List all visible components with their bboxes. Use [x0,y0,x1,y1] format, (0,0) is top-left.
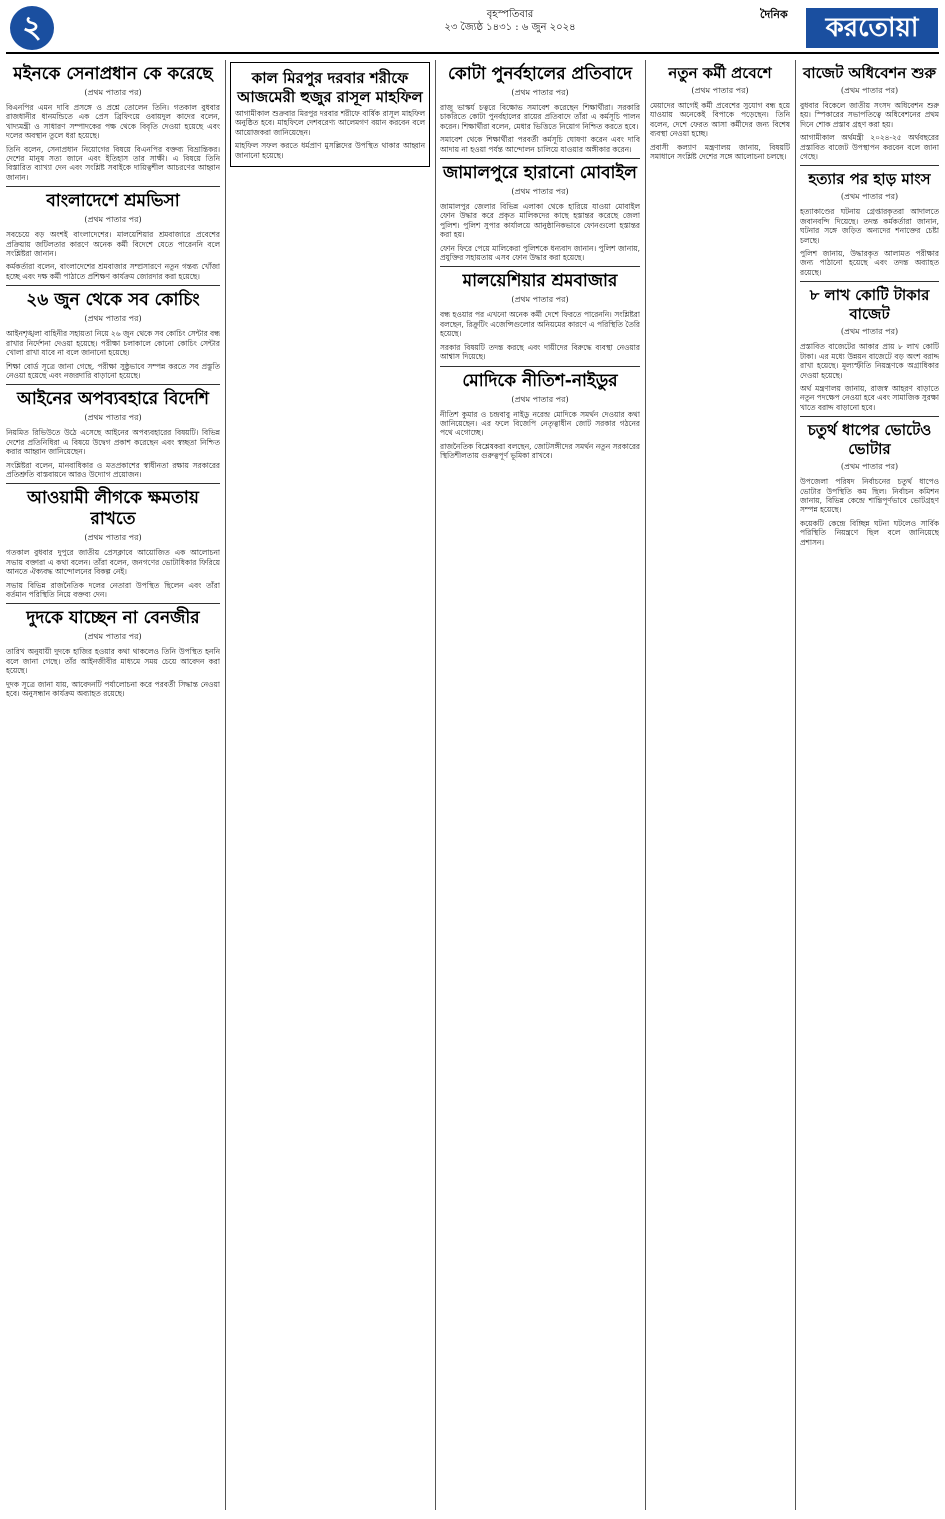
divider [6,285,220,286]
divider [800,165,939,166]
article-kormi [650,64,790,161]
continued-label: (প্রথম পাতার পর) [840,327,899,337]
masthead-prefix: দৈনিক [760,8,788,21]
article-paragraph: সমাবেশ থেকে শিক্ষার্থীরা পরবর্তী কর্মসূচি ঘোষণা করেন এবং দাবি আদায় না হওয়া পর্যন্ত আন্দোলন চালিয়ে যাওয়ার অঙ্গীকার করেন। [440,135,640,154]
headline: আওয়ামী লীগকে ক্ষমতায় রাখতে [27,488,199,530]
divider [6,483,220,484]
divider [6,186,220,187]
divider [6,603,220,604]
continued-label: (প্রথম পাতার পর) [84,215,142,225]
article-paragraph: পুলিশ জানায়, উদ্ধারকৃত আলামত পরীক্ষার জন্য পাঠানো হয়েছে এবং তদন্ত অব্যাহত রয়েছে। [800,249,939,277]
article-paragraph: কর্মকর্তারা বলেন, বাংলাদেশের শ্রমবাজার সম্প্রসারণে নতুন গন্তব্য খোঁজা হচ্ছে এবং দক্ষ কর্মী পাঠাতে প্রশিক্ষণ কার্যক্রম জোরদার করা হয়েছে। [6,262,220,281]
article-paragraph: তিনি বলেন, সেনাপ্রধান নিয়োগের বিষয়ে বিএনপির বক্তব্য বিভ্রান্তিকর। দেশের মানুষ সত্য জানে এবং ইতিহাস তার সাক্ষী। এ বিষয়ে তিনি বিস্তারিত ব্যাখ্যা দেন এবং সংশ্লিষ্ট সবাইকে দায়িত্বশীল আচরণের আহ্বান জানান। [6,144,220,182]
article-paragraph: জামালপুর জেলার বিভিন্ন এলাকা থেকে হারিয়ে যাওয়া মোবাইল ফোন উদ্ধার করে প্রকৃত মালিকদের কাছে হস্তান্তর করেছে জেলা পুলিশ। পুলিশ সুপার কার্যালয়ে আনুষ্ঠানিকভাবে ফোনগুলো হস্তান্তর করা হয়। [440,202,640,240]
article-paragraph: গতকাল বুধবার দুপুরে জাতীয় প্রেসক্লাবে আয়োজিত এক আলোচনা সভায় বক্তারা এ কথা বলেন। তাঁরা বলেন, জনগণের ভোটাধিকার ফিরিয়ে আনতে ঐক্যবদ্ধ আন্দোলনের বিকল্প নেই। [6,548,220,577]
column-1 [6,60,220,1510]
headline: ২৬ জুন থেকে সব কোচিং [26,290,200,311]
article-paragraph: আইনশৃঙ্খলা বাহিনীর সহায়তা নিয়ে ২৬ জুন থেকে সব কোচিং সেন্টার বন্ধ রাখার নির্দেশনা দেওয়া হয়েছে। পরীক্ষা চলাকালে কোনো কোচিং সেন্টার খোলা রাখা যাবে না বলে জানানো হয়েছে। [6,329,220,358]
article-paragraph: বুধবার বিকেলে জাতীয় সংসদ অধিবেশন শুরু হয়। স্পিকারের সভাপতিত্বে অধিবেশনের প্রথম দিনে শোক প্রস্তাব গ্রহণ করা হয়। [800,101,939,129]
continued-label: (প্রথম পাতার পর) [511,187,569,197]
article-jamalpur [440,163,640,262]
headline: জামালপুরে হারানো মোবাইল [443,163,637,184]
divider [440,366,640,367]
continued-label: (প্রথম পাতার পর) [840,192,899,202]
continued-label: (প্রথম পাতার পর) [511,295,569,305]
article-moin [6,64,220,182]
article-quota [440,64,640,154]
article-paragraph: দুদক সূত্রে জানা যায়, আবেদনটি পর্যালোচনা করে পরবর্তী সিদ্ধান্ত নেওয়া হবে। অনুসন্ধান কার্যক্রম অব্যাহত রয়েছে। [6,679,220,698]
column-divider [645,60,646,1510]
headline: কাল মিরপুর দরবার শরীফে আজমেরী হুজুর রাসূল মাহফিল [237,69,423,106]
divider [440,158,640,159]
article-paragraph: আগামীকাল অর্থমন্ত্রী ২০২৪-২৫ অর্থবছরের প্রস্তাবিত বাজেট উপস্থাপন করবেন বলে জানা গেছে। [800,133,939,162]
article-malaysia [440,271,640,361]
article-paragraph: সংশ্লিষ্টরা বলেন, মানবাধিকার ও মতপ্রকাশের স্বাধীনতা রক্ষায় সরকারের প্রতিশ্রুতি বাস্তবায়নে আরও উদ্যোগ প্রয়োজন। [6,460,220,479]
continued-label: (প্রথম পাতার পর) [84,314,142,324]
continued-label: (প্রথম পাতার পর) [84,533,142,543]
headline: কোটা পুনর্বহালের প্রতিবাদে [447,64,633,84]
article-mahfil [230,62,430,167]
page-number: ২ [10,6,54,50]
article-paragraph: সবচেয়ে বড় অংশই বাংলাদেশের। মালয়েশিয়ার শ্রমবাজারে প্রবেশের প্রক্রিয়ায় জটিলতার কারণে অনেক কর্মী বিদেশে যেতে পারেননি বলে সংশ্লিষ্টরা জানান। [6,230,220,259]
article-paragraph: বিএনপির এমন দাবি প্রসঙ্গে ও প্রশ্নে তোলেন তিনি। গতকাল বুধবার রাজধানীর ধানমন্ডিতে এক প্রেস ব্রিফিংয়ে ওবায়দুল কাদের বলেন, খাদ্যমন্ত্রী ও সাধারণ সম্পাদকের পক্ষ থেকে বিবৃতি দেওয়া হয়েছে এবং দলের অবস্থান তুলে ধরা হয়েছে। [6,103,220,141]
article-paragraph: রাজু ভাস্কর্য চত্বরে বিক্ষোভ সমাবেশ করেছেন শিক্ষার্থীরা। সরকারি চাকরিতে কোটা পুনর্বহালের রায়ের প্রতিবাদে তাঁরা এ কর্মসূচি পালন করেন। শিক্ষার্থীরা বলেন, মেধার ভিত্তিতে নিয়োগ নিশ্চিত করতে হবে। [440,103,640,131]
article-paragraph: শিক্ষা বোর্ড সূত্রে জানা গেছে, পরীক্ষা সুষ্ঠুভাবে সম্পন্ন করতে সব প্রস্তুতি নেওয়া হয়েছে এবং নজরদারি বাড়ানো হয়েছে। [6,361,220,380]
continued-label: (প্রথম পাতার পর) [511,88,569,97]
article-paragraph: কয়েকটি কেন্দ্রে বিচ্ছিন্ন ঘটনা ঘটলেও সার্বিক পরিস্থিতি নিয়ন্ত্রণে ছিল বলে জানিয়েছে প্রশাসন। [800,518,939,547]
continued-label: (প্রথম পাতার পর) [84,632,142,642]
article-paragraph: উপজেলা পরিষদ নির্বাচনের চতুর্থ ধাপেও ভোটার উপস্থিতি কম ছিল। নির্বাচন কমিশন জানায়, বিভিন্ন কেন্দ্রে শান্তিপূর্ণভাবে ভোটগ্রহণ সম্পন্ন হয়েছে। [800,477,939,515]
article-paragraph: প্রস্তাবিত বাজেটের আকার প্রায় ৮ লাখ কোটি টাকা। এর মধ্যে উন্নয়ন বাজেটে বড় অংশ বরাদ্দ রাখা হয়েছে। মূল্যস্ফীতি নিয়ন্ত্রণকে অগ্রাধিকার দেওয়া হয়েছে। [800,342,939,380]
article-awami [6,488,220,599]
headline: ৮ লাখ কোটি টাকার বাজেট [809,286,930,324]
continued-label: (প্রথম পাতার পর) [840,462,899,472]
headline: মইনকে সেনাপ্রধান কে করেছে [13,64,213,84]
header-rule [6,52,939,54]
article-budget-session [800,64,939,161]
divider [800,281,939,282]
column-2 [230,60,430,1510]
continued-label: (প্রথম পাতার পর) [691,86,749,95]
article-paragraph: প্রবাসী কল্যাণ মন্ত্রণালয় জানায়, বিষয়টি সমাধানে সংশ্লিষ্ট দেশের সঙ্গে আলোচনা চলছে। [650,142,790,162]
divider [800,416,939,417]
article-paragraph: বন্ধ হওয়ার পর এখনো অনেক কর্মী দেশে ফিরতে পারেননি। সংশ্লিষ্টরা বলছেন, রিক্রুটিং এজেন্সিগুলোর অনিয়মের কারণে এ পরিস্থিতি তৈরি হয়েছে। [440,310,640,339]
article-paragraph: মাহফিল সফল করতে ধর্মপ্রাণ মুসল্লিদের উপস্থিত থাকার আহ্বান জানানো হয়েছে। [235,141,425,160]
continued-label: (প্রথম পাতার পর) [84,88,142,97]
article-hotya [800,170,939,277]
headline: চতুর্থ ধাপের ভোটেও ভোটার [807,421,932,459]
article-paragraph: অর্থ মন্ত্রণালয় জানায়, রাজস্ব আহরণ বাড়াতে নতুন পদক্ষেপ নেওয়া হবে এবং সামাজিক সুরক্ষা খাতে বরাদ্দ বাড়ানো হবে। [800,383,939,412]
article-paragraph: সভায় বিভিন্ন রাজনৈতিক দলের নেতারা উপস্থিত ছিলেন এবং তাঁরা বর্তমান পরিস্থিতি নিয়ে বক্তব্য দেন। [6,580,220,599]
headline: হত্যার পর হাড় মাংস [808,170,931,189]
article-benazir [6,608,220,698]
divider [6,384,220,385]
column-4 [650,60,790,1510]
dateline-date: ২৩ জ্যৈষ্ঠ ১৪৩১ : ৬ জুন ২০২৪ [444,22,576,33]
column-3 [440,60,640,1510]
headline: মালয়েশিয়ার শ্রমবাজার [462,271,618,292]
article-ain [6,389,220,479]
headline: আইনের অপব্যবহারে বিদেশি [16,389,209,410]
article-shromvisa [6,191,220,281]
column-divider [795,60,796,1510]
dateline-day: বৃহস্পতিবার [486,9,534,20]
article-paragraph: মেয়াদের আগেই কর্মী প্রবেশের সুযোগ বন্ধ হয়ে যাওয়ায় অনেকেই বিপাকে পড়েছেন। তিনি বলেন, দেশে ফেরত আসা কর্মীদের জন্য বিশেষ ব্যবস্থা নেওয়া হচ্ছে। [650,101,790,139]
dateline [380,8,640,34]
article-paragraph: ফোন ফিরে পেয়ে মালিকেরা পুলিশকে ধন্যবাদ জানান। পুলিশ জানায়, প্রযুক্তির সহায়তায় এসব ফোন উদ্ধার করা হয়েছে। [440,243,640,263]
article-modi [440,371,640,461]
masthead-logo [760,4,938,50]
headline: বাংলাদেশে শ্রমভিসা [46,191,180,212]
column-5 [800,60,939,1510]
headline: বাজেট অধিবেশন শুরু [802,64,937,82]
continued-label: (প্রথম পাতার পর) [84,413,142,423]
article-paragraph: নীতিশ কুমার ও চন্দ্রবাবু নাইডু নরেন্দ্র মোদিকে সমর্থন দেওয়ার কথা জানিয়েছেন। এর ফলে বিজেপি নেতৃত্বাধীন জোট সরকার গঠনের পথে এগোচ্ছে। [440,409,640,438]
divider [440,266,640,267]
headline: মোদিকে নীতিশ-নাইডুর [462,370,618,391]
article-paragraph: সরকার বিষয়টি তদন্ত করছে এবং দায়ীদের বিরুদ্ধে ব্যবস্থা নেওয়ার আশ্বাস দিয়েছে। [440,342,640,362]
article-paragraph: হত্যাকাণ্ডের ঘটনায় গ্রেপ্তারকৃতরা আদালতে জবানবন্দি দিয়েছে। তদন্ত কর্মকর্তারা জানান, ঘটনার সঙ্গে জড়িত অন্যদের শনাক্তের চেষ্টা চলছে। [800,207,939,245]
article-paragraph: নিয়মিত রিভিউতে উঠে এসেছে আইনের অপব্যবহারের বিষয়টি। বিভিন্ন দেশের প্রতিনিধিরা এ বিষয়ে উদ্বেগ প্রকাশ করেছেন এবং স্বচ্ছতা নিশ্চিত করার আহ্বান জানিয়েছেন। [6,428,220,457]
article-budget [800,286,939,412]
article-coaching [6,290,220,380]
headline: দুদকে যাচ্ছেন না বেনজীর [26,608,200,629]
column-divider [225,60,226,1510]
article-paragraph: রাজনৈতিক বিশ্লেষকরা বলছেন, জোটসঙ্গীদের সমর্থন নতুন সরকারের স্থিতিশীলতায় গুরুত্বপূর্ণ ভূমিকা রাখবে। [440,441,640,461]
continued-label: (প্রথম পাতার পর) [840,86,899,95]
article-paragraph: তারিখ অনুযায়ী দুদকে হাজির হওয়ার কথা থাকলেও তিনি উপস্থিত হননি বলে জানা গেছে। তাঁর আইনজীবীর মাধ্যমে সময় চেয়ে আবেদন করা হয়েছে। [6,647,220,676]
column-divider [435,60,436,1510]
article-paragraph: আগামীকাল শুক্রবার মিরপুর দরবার শরীফে বার্ষিক রাসূল মাহফিল অনুষ্ঠিত হবে। মাহফিলে দেশবরেণ্য আলেমগণ বয়ান করবেন বলে আয়োজকরা জানিয়েছেন। [235,109,425,137]
headline: নতুন কর্মী প্রবেশে [668,64,772,82]
masthead-name: করতোয়া [806,8,938,48]
article-vote [800,421,939,547]
continued-label: (প্রথম পাতার পর) [511,394,569,404]
